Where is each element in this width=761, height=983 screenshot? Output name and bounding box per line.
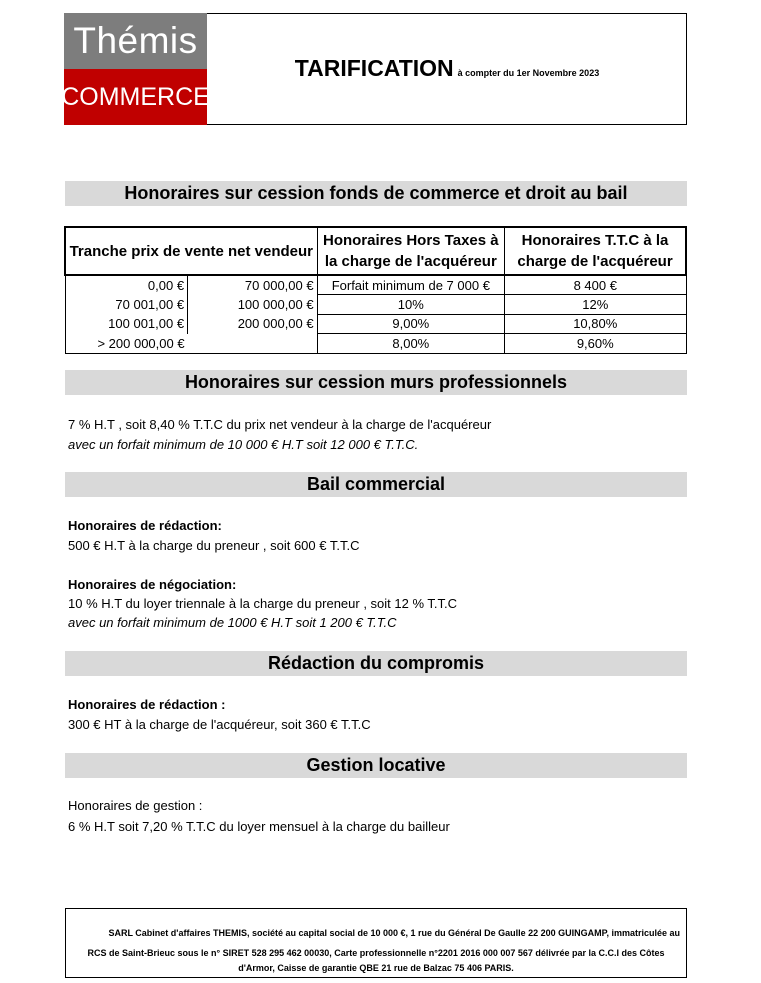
section-heading-gestion: Gestion locative bbox=[65, 753, 687, 778]
header-tranche: Tranche prix de vente net vendeur bbox=[69, 242, 314, 260]
bail-redaction-title: Honoraires de rédaction: bbox=[68, 518, 222, 533]
cell-to: 200 000,00 € bbox=[188, 314, 318, 334]
section-heading-compromis: Rédaction du compromis bbox=[65, 651, 687, 676]
murs-min-line: avec un forfait minimum de 10 000 € H.T soit 12 000 € T.T.C. bbox=[68, 437, 419, 452]
cell-to bbox=[188, 334, 318, 354]
fee-table bbox=[64, 226, 687, 354]
table-row bbox=[65, 334, 686, 354]
compromis-text: 300 € HT à la charge de l'acquéreur, soit 360 € T.T.C bbox=[68, 717, 371, 732]
cell-from: 100 001,00 € bbox=[65, 314, 188, 334]
gestion-text: 6 % H.T soit 7,20 % T.T.C du loyer mensuel à la charge du bailleur bbox=[68, 819, 450, 834]
bail-negociation-min: avec un forfait minimum de 1000 € H.T soit 1 200 € T.T.C bbox=[68, 615, 397, 630]
cell-ht: Forfait minimum de 7 000 € bbox=[317, 275, 504, 295]
table-row bbox=[65, 314, 686, 334]
logo-bottom-text: COMMERCE bbox=[64, 69, 207, 125]
footer-line: d'Armor, Caisse de garantie QBE 21 rue de Balzac 75 406 PARIS. bbox=[238, 963, 514, 973]
cell-to: 100 000,00 € bbox=[188, 295, 318, 315]
murs-line: 7 % H.T , soit 8,40 % T.T.C du prix net vendeur à la charge de l'acquéreur bbox=[68, 417, 492, 432]
cell-to: 70 000,00 € bbox=[188, 275, 318, 295]
table-row bbox=[65, 295, 686, 315]
cell-ttc: 10,80% bbox=[505, 314, 686, 334]
section-heading-fonds: Honoraires sur cession fonds de commerce et droit au bail bbox=[65, 181, 687, 206]
section-heading-bail: Bail commercial bbox=[65, 472, 687, 497]
header-ttc: Honoraires T.T.C à la charge de l'acquéreur bbox=[505, 227, 686, 275]
compromis-title: Honoraires de rédaction : bbox=[68, 697, 226, 712]
legal-footer bbox=[65, 908, 687, 978]
cell-ttc: 12% bbox=[505, 295, 686, 315]
bail-negociation-title: Honoraires de négociation: bbox=[68, 577, 237, 592]
cell-ht: 9,00% bbox=[317, 314, 504, 334]
themis-commerce-logo bbox=[61, 13, 210, 125]
footer-line: SARL Cabinet d'affaires THEMIS, société au capital social de 10 000 €, 1 rue du Général De Gaulle 22 200 GUINGAMP, immatriculée au bbox=[108, 928, 680, 938]
footer-line: RCS de Saint-Brieuc sous le n° SIRET 528 295 462 00030, Carte professionnelle n°2201 2016 000 007 567 délivrée par la C.C.I des Côtes bbox=[87, 948, 665, 958]
logo-top-text: Thémis bbox=[64, 13, 207, 69]
gestion-title: Honoraires de gestion : bbox=[68, 798, 203, 813]
section-heading-murs: Honoraires sur cession murs professionnels bbox=[65, 370, 687, 395]
table-header-row bbox=[65, 227, 686, 275]
header-ht: Honoraires Hors Taxes à la charge de l'acquéreur bbox=[317, 227, 504, 275]
title-subtitle: à compter du 1er Novembre 2023 bbox=[457, 68, 600, 78]
cell-ttc: 9,60% bbox=[505, 334, 686, 354]
bail-negociation-text: 10 % H.T du loyer triennale à la charge du preneur , soit 12 % T.T.C bbox=[68, 596, 458, 611]
title-main: TARIFICATION bbox=[294, 55, 454, 81]
bail-redaction-text: 500 € H.T à la charge du preneur , soit 600 € T.T.C bbox=[68, 538, 360, 553]
cell-from: 0,00 € bbox=[65, 275, 188, 295]
cell-ttc: 8 400 € bbox=[505, 275, 686, 295]
cell-from: 70 001,00 € bbox=[65, 295, 188, 315]
cell-ht: 10% bbox=[317, 295, 504, 315]
cell-ht: 8,00% bbox=[317, 334, 504, 354]
table-row bbox=[65, 275, 686, 295]
cell-from: > 200 000,00 € bbox=[65, 334, 188, 354]
page-title bbox=[207, 55, 687, 82]
